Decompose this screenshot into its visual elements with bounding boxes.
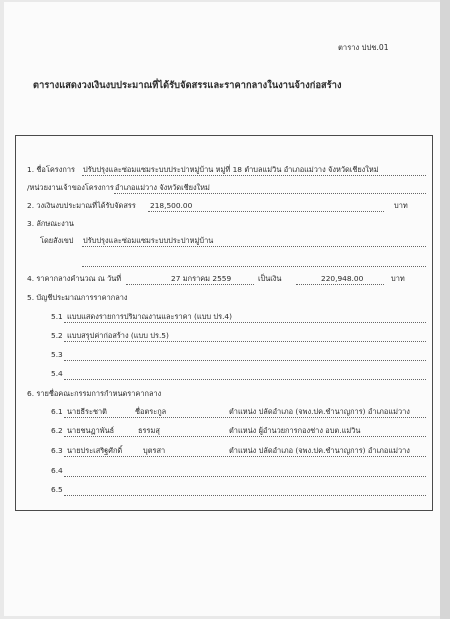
project-name-label: 1. ชื่อโครงการ bbox=[27, 165, 75, 174]
dotted-line bbox=[64, 495, 426, 496]
sources-label: 5. บัญชีประมาณการราคากลาง bbox=[27, 293, 128, 302]
member-num: 6.5 bbox=[51, 485, 63, 494]
feature-label: 3. ลักษณะงาน bbox=[27, 219, 74, 228]
price-as-label: เป็นเงิน bbox=[258, 274, 282, 283]
member-num: 6.3 bbox=[51, 446, 63, 455]
price-date: 27 มกราคม 2559 bbox=[171, 274, 232, 283]
dotted-line bbox=[296, 284, 384, 285]
dotted-line bbox=[64, 417, 426, 418]
agency-value: อำเภอแม่วาง จังหวัดเชียงใหม่ bbox=[115, 183, 210, 192]
member-num: 6.1 bbox=[51, 407, 63, 416]
source-item-num: 5.1 bbox=[51, 312, 63, 321]
member-first-name: นายชนฏาพันธ์ bbox=[67, 426, 115, 435]
summary-value: ปรับปรุงและซ่อมแซมระบบประปาหมู่บ้าน bbox=[83, 236, 214, 245]
dotted-line bbox=[64, 436, 426, 437]
member-last-name: ธรรมสุ bbox=[138, 426, 160, 435]
dotted-line bbox=[64, 360, 426, 361]
dotted-line bbox=[82, 266, 426, 267]
source-item-text: แบบแสดงรายการปริมาณงานและราคา (แบบ ปร.4) bbox=[67, 312, 233, 321]
dotted-line bbox=[64, 341, 426, 342]
dotted-line bbox=[82, 175, 426, 176]
project-name-value: ปรับปรุงและซ่อมแซมระบบประปาหมู่บ้าน หมู่ที่ 18 ตำบลแม่วิน อำเภอแม่วาง จังหวัดเชียงใหม่ bbox=[83, 165, 379, 174]
dotted-line bbox=[148, 211, 384, 212]
source-item-text: แบบสรุปค่าก่อสร้าง (แบบ ปร.5) bbox=[67, 331, 169, 340]
member-position: ตำแหน่ง ปลัดอำเภอ (จพง.ปค.ชำนาญการ) อำเภอแม่วาง bbox=[229, 446, 410, 455]
member-position: ตำแหน่ง ผู้อำนวยการกองช่าง อบต.แม่วิน bbox=[229, 426, 361, 435]
dotted-line bbox=[64, 379, 426, 380]
form-code: ตาราง ปปช.01 bbox=[338, 43, 389, 52]
budget-label: 2. วงเงินงบประมาณที่ได้รับจัดสรร bbox=[27, 201, 136, 210]
dotted-line bbox=[64, 476, 426, 477]
page-edge-shadow bbox=[440, 0, 450, 619]
budget-value: 218,500.00 bbox=[150, 201, 193, 210]
budget-unit: บาท bbox=[394, 201, 408, 210]
price-label: 4. ราคากลางคำนวณ ณ วันที่ bbox=[27, 274, 122, 283]
source-item-num: 5.4 bbox=[51, 369, 63, 378]
source-item-num: 5.3 bbox=[51, 350, 63, 359]
agency-label: /หน่วยงานเจ้าของโครงการ bbox=[27, 183, 114, 192]
dotted-line bbox=[64, 322, 426, 323]
summary-label: โดยสังเขป bbox=[40, 236, 74, 245]
member-first-name: นายประเสริฐศักดิ์ bbox=[67, 446, 123, 455]
member-position: ตำแหน่ง ปลัดอำเภอ (จพง.ปค.ชำนาญการ) อำเภอแม่วาง bbox=[229, 407, 410, 416]
committee-label: 6. รายชื่อคณะกรรมการกำหนดราคากลาง bbox=[27, 389, 162, 398]
member-num: 6.4 bbox=[51, 466, 63, 475]
source-item-num: 5.2 bbox=[51, 331, 63, 340]
price-unit: บาท bbox=[391, 274, 405, 283]
dotted-line bbox=[126, 284, 254, 285]
member-first-name: นายธีระชาติ bbox=[67, 407, 107, 416]
member-num: 6.2 bbox=[51, 426, 63, 435]
document-title: ตารางแสดงวงเงินงบประมาณที่ได้รับจัดสรรและราคากลางในงานจ้างก่อสร้าง bbox=[33, 80, 342, 91]
dotted-line bbox=[82, 246, 426, 247]
member-last-name: ชื่อตระกูล bbox=[135, 407, 167, 416]
price-value: 220,948.00 bbox=[321, 274, 364, 283]
dotted-line bbox=[114, 193, 426, 194]
dotted-line bbox=[64, 456, 426, 457]
member-last-name: บุตรสา bbox=[143, 446, 166, 455]
